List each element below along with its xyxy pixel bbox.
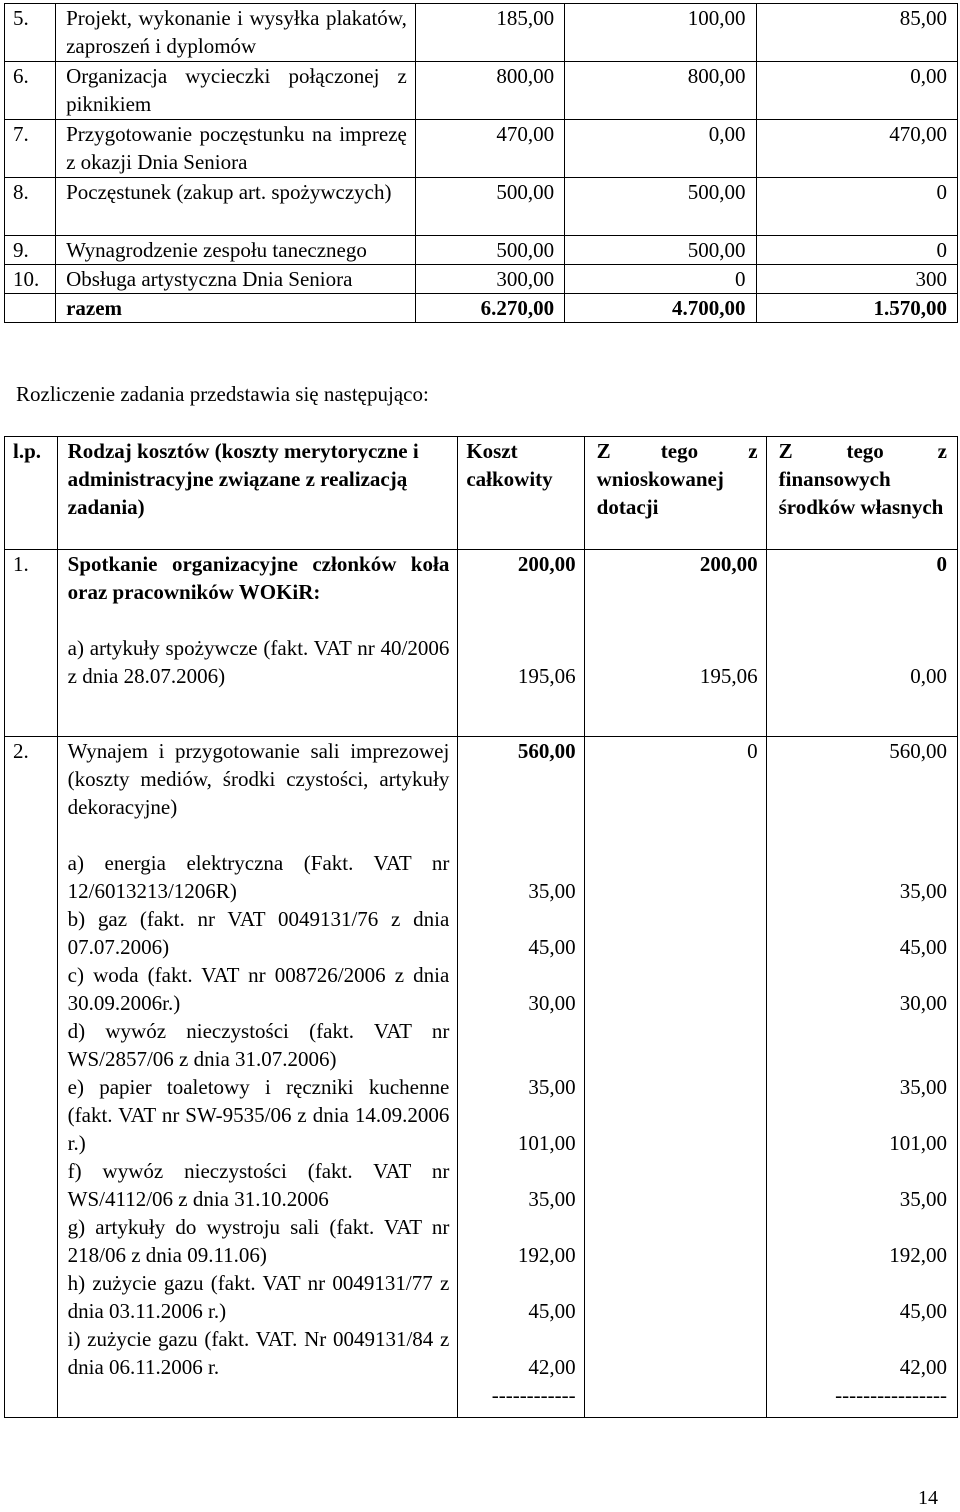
sub-total: 42,00	[528, 1355, 576, 1379]
item-title: Spotkanie organizacyjne członków koła oraz pracowników WOKiR:	[67, 552, 450, 604]
sub-own: 35,00	[899, 1075, 947, 1099]
grant-amount: 0	[565, 265, 756, 294]
row-number: 5.	[5, 4, 56, 62]
sub-item: h) zużycie gazu (fakt. VAT nr 0049131/77 z dnia 03.11.2006 r.)	[67, 1271, 450, 1323]
sub-own: 30,00	[899, 991, 947, 1015]
sub-own: 42,00	[899, 1355, 947, 1379]
page-number: 14	[918, 1487, 938, 1509]
own-funds: 470,00	[756, 120, 957, 178]
total-cost: 185,00	[415, 4, 564, 62]
spacer	[779, 578, 947, 662]
sub-own: 35,00	[899, 1187, 947, 1211]
grant-amount: 0,00	[565, 120, 756, 178]
spacer	[466, 961, 575, 989]
grant-amount	[584, 737, 766, 1418]
sub-grant: 195,06	[699, 664, 758, 688]
spacer	[779, 1269, 947, 1297]
item-description	[57, 550, 458, 737]
table-row	[5, 178, 958, 236]
table-row	[5, 550, 958, 737]
total-label: razem	[56, 294, 416, 323]
settlement-intro: Rozliczenie zadania przedstawia się następująco:	[16, 382, 429, 406]
sub-item: a) energia elektryczna (Fakt. VAT nr 12/6013213/1206R)	[67, 851, 450, 903]
sub-own: 45,00	[899, 1299, 947, 1323]
spacer	[779, 765, 947, 877]
row-description: Wynagrodzenie zespołu tanecznego	[56, 236, 416, 265]
own-funds	[766, 737, 957, 1418]
table-row	[5, 4, 958, 62]
table-row	[5, 737, 958, 1418]
grant-amount: 800,00	[565, 62, 756, 120]
sub-item: c) woda (fakt. VAT nr 008726/2006 z dnia 30.09.2006r.)	[67, 963, 450, 1015]
total-cost: 500,00	[415, 236, 564, 265]
grant-amount: 500,00	[565, 178, 756, 236]
sub-own: 35,00	[899, 879, 947, 903]
row-number: 6.	[5, 62, 56, 120]
row-number: 8.	[5, 178, 56, 236]
sub-total: 192,00	[517, 1243, 576, 1267]
sub-item: e) papier toaletowy i ręczniki kuchenne (fakt. VAT nr SW-9535/06 z dnia 14.09.2006 r.)	[67, 1075, 450, 1155]
header-row	[5, 437, 958, 550]
row-description: Obsługa artystyczna Dnia Seniora	[56, 265, 416, 294]
spacer	[466, 905, 575, 933]
sub-own: 192,00	[889, 1243, 947, 1267]
item-total: 560,00	[517, 739, 576, 763]
own-funds: 0	[756, 178, 957, 236]
item-grant: 0	[747, 739, 758, 763]
row-number: 2.	[5, 737, 58, 1418]
table-row	[5, 62, 958, 120]
spacer	[466, 578, 575, 662]
total-row	[5, 294, 958, 323]
item-title: Wynajem i przygotowanie sali imprezowej (koszty mediów, środki czystości, artykuły dekoracyjne)	[67, 739, 450, 819]
sub-item: d) wywóz nieczystości (fakt. VAT nr WS/2857/06 z dnia 31.07.2006)	[67, 1019, 450, 1071]
row-description: Organizacja wycieczki połączonej z piknikiem	[56, 62, 416, 120]
total-cost: 470,00	[415, 120, 564, 178]
own-funds-sum: 1.570,00	[756, 294, 957, 323]
row-number: 1.	[5, 550, 58, 737]
sub-item: i) zużycie gazu (fakt. VAT. Nr 0049131/84 z dnia 06.11.2006 r.	[67, 1327, 450, 1379]
grant-amount: 100,00	[565, 4, 756, 62]
sub-item: g) artykuły do wystroju sali (fakt. VAT nr 218/06 z dnia 09.11.06)	[67, 1215, 450, 1267]
sum-divider: ----------------	[835, 1383, 947, 1407]
sub-item: b) gaz (fakt. nr VAT 0049131/76 z dnia 07.07.2006)	[67, 907, 450, 959]
item-own: 560,00	[889, 739, 947, 763]
empty-cell	[5, 294, 56, 323]
row-description: Poczęstunek (zakup art. spożywczych)	[56, 178, 416, 236]
settlement-table	[4, 436, 958, 1418]
row-number: 9.	[5, 236, 56, 265]
sub-total: 45,00	[528, 935, 576, 959]
header-grant: Z tego z wnioskowanej dotacji	[584, 437, 766, 550]
spacer	[779, 1213, 947, 1241]
own-funds: 0,00	[756, 62, 957, 120]
sub-item: f) wywóz nieczystości (fakt. VAT nr WS/4112/06 z dnia 31.10.2006	[67, 1159, 450, 1211]
spacer	[466, 1269, 575, 1297]
spacer	[466, 1017, 575, 1073]
row-description: Projekt, wykonanie i wysyłka plakatów, zaproszeń i dyplomów	[56, 4, 416, 62]
spacer	[779, 961, 947, 989]
spacer	[466, 765, 575, 877]
own-funds	[766, 550, 957, 737]
spacer	[779, 1157, 947, 1185]
total-cost: 800,00	[415, 62, 564, 120]
spacer	[779, 1017, 947, 1073]
row-number: 10.	[5, 265, 56, 294]
header-total-cost: Koszt całkowity	[458, 437, 584, 550]
total-cost-sum: 6.270,00	[415, 294, 564, 323]
sum-divider: ------------	[491, 1383, 576, 1407]
item-own: 0	[936, 552, 947, 576]
item-total: 200,00	[517, 552, 576, 576]
sub-total: 35,00	[528, 1187, 576, 1211]
spacer	[466, 1213, 575, 1241]
budget-table	[4, 3, 958, 323]
total-cost: 300,00	[415, 265, 564, 294]
spacer	[779, 1325, 947, 1353]
item-grant: 200,00	[699, 552, 758, 576]
item-description	[57, 737, 458, 1418]
spacer	[779, 1101, 947, 1129]
sub-total: 101,00	[517, 1131, 576, 1155]
own-funds: 0	[756, 236, 957, 265]
sub-item: a) artykuły spożywcze (fakt. VAT nr 40/2006 z dnia 28.07.2006)	[67, 636, 450, 688]
total-cost: 500,00	[415, 178, 564, 236]
sub-own: 101,00	[889, 1131, 947, 1155]
header-lp: l.p.	[5, 437, 58, 550]
table-row	[5, 265, 958, 294]
spacer	[779, 905, 947, 933]
own-funds: 300	[756, 265, 957, 294]
own-funds: 85,00	[756, 4, 957, 62]
spacer	[466, 1325, 575, 1353]
spacer	[68, 821, 450, 849]
sub-total: 30,00	[528, 991, 576, 1015]
sub-total: 35,00	[528, 879, 576, 903]
row-description: Przygotowanie poczęstunku na imprezę z okazji Dnia Seniora	[56, 120, 416, 178]
spacer	[597, 578, 758, 662]
sub-own: 0,00	[910, 664, 947, 688]
grant-amount	[584, 550, 766, 737]
header-cost-type: Rodzaj kosztów (koszty merytoryczne i administracyjne związane z realizacją zadania)	[57, 437, 458, 550]
row-number: 7.	[5, 120, 56, 178]
spacer	[466, 1101, 575, 1129]
grant-sum: 4.700,00	[565, 294, 756, 323]
total-cost	[458, 550, 584, 737]
grant-amount: 500,00	[565, 236, 756, 265]
header-own-funds: Z tego z finansowych środków własnych	[766, 437, 957, 550]
sub-total: 195,06	[517, 664, 576, 688]
spacer	[466, 1157, 575, 1185]
sub-total: 45,00	[528, 1299, 576, 1323]
sub-own: 45,00	[899, 935, 947, 959]
sub-total: 35,00	[528, 1075, 576, 1099]
spacer	[68, 606, 450, 634]
table-row	[5, 120, 958, 178]
table-row	[5, 236, 958, 265]
total-cost	[458, 737, 584, 1418]
